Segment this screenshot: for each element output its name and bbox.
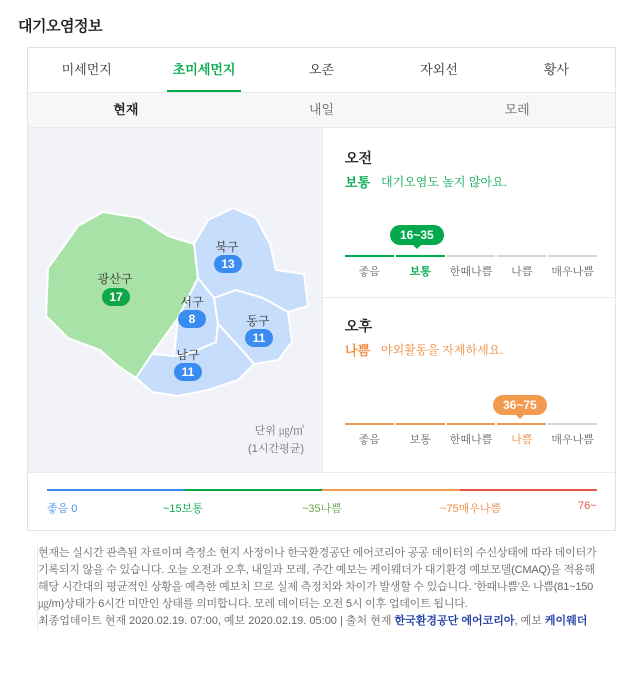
tab-tomorrow[interactable]: 내일 (308, 102, 335, 117)
district-value-seo[interactable]: 8 (178, 310, 206, 328)
forecast-am-grade: 보통 (345, 175, 371, 190)
tab-uv[interactable]: 자외선 (420, 62, 458, 77)
tab-pm10[interactable]: 미세먼지 (61, 62, 112, 77)
notes-body: 현재는 실시간 관측된 자료이며 측정소 현지 사정이나 한국환경공단 에어코리아 공공 데이터의 수신상태에 따라 데이터가 기록되지 않을 수 있습니다. 오늘 오전과 오후, 내일과 모레, 주간 예보는 케이웨더가 대기환경 예보모델(CMAQ)을 적용해 해당 시간대의 평균적인 상황을 예측한 예보치 므로 실제 측정치와 차이가 발생할 수 있습니다. '한때나쁨'은 나쁨(81~150㎍/m)상태가 6시간 미만인 상태를 의미합니다. 모레 데이터는 오전 5시 이후 업데이트 됩니다. (38, 547, 597, 610)
forecast-pm (323, 298, 616, 472)
legend-color-bar (47, 489, 597, 491)
district-map (28, 128, 322, 472)
grade-legend (28, 472, 615, 530)
forecast-am-message: 대기오염도 높지 않아요. (381, 175, 507, 189)
legend-seg-good (47, 489, 185, 491)
day-tabs (28, 92, 615, 128)
update-line (38, 613, 597, 630)
legend-label-max: 76~ (578, 500, 597, 512)
source-link-airkorea[interactable]: 한국환경공단 에어코리아 (394, 615, 515, 627)
forecast-pm-period: 오후 (345, 318, 373, 334)
scale-label-bad: 나쁨 (511, 434, 533, 446)
district-value-nam[interactable]: 11 (174, 363, 202, 381)
legend-label-bad: ~35나쁨 (302, 503, 342, 515)
scale-cell-selected (396, 255, 445, 295)
air-quality-card (27, 47, 616, 531)
unit-label: 단위 ㎍/㎥ (254, 425, 304, 437)
scale-label-very-bad: 매우나쁨 (551, 434, 594, 446)
scale-label-good: 좋음 (358, 266, 381, 278)
scale-cell (447, 255, 496, 295)
unit-average: (1시간평균) (248, 443, 304, 455)
scale-cell (447, 423, 496, 463)
scale-label-sometimes-bad: 한때나쁨 (449, 434, 493, 446)
scale-cell (497, 255, 546, 295)
scale-label-bad: 나쁨 (511, 266, 533, 278)
scale-label-normal: 보통 (409, 266, 431, 278)
tab-day-after-tomorrow[interactable]: 모레 (504, 102, 530, 117)
scale-cell-selected (497, 423, 546, 463)
tab-yellow-dust[interactable]: 황사 (543, 62, 569, 77)
legend-seg-bad (322, 489, 460, 491)
forecast-pm-grade: 나쁨 (345, 343, 371, 358)
unit-note (248, 422, 304, 458)
update-info: 최종업데이트 현재 2020.02.19. 07:00, 예보 2020.02.19. 05:00 | 출처 현재 (38, 615, 395, 627)
scale-cell (548, 423, 597, 463)
forecast-am-range-bubble: 16~35 (390, 225, 444, 245)
district-name-buk: 북구 (215, 240, 239, 254)
tab-today[interactable]: 현재 (113, 102, 139, 117)
scale-cell (396, 423, 445, 463)
pollutant-tabs (28, 48, 615, 92)
legend-label-good: 좋음 0 (47, 503, 78, 515)
forecast-pm-range-bubble: 36~75 (493, 395, 547, 415)
district-value-gwangsan[interactable]: 17 (102, 288, 130, 306)
scale-label-normal: 보통 (409, 434, 431, 446)
tab-ozone[interactable]: 오존 (308, 62, 335, 77)
district-name-nam: 남구 (176, 348, 200, 362)
scale-cell (548, 255, 597, 295)
forecast-am-period: 오전 (345, 150, 373, 166)
district-value-dong[interactable]: 11 (245, 329, 273, 347)
scale-label-very-bad: 매우나쁨 (551, 266, 594, 278)
scale-label-good: 좋음 (358, 434, 381, 446)
district-value-buk[interactable]: 13 (214, 255, 242, 273)
legend-label-normal: ~15보통 (163, 503, 203, 515)
legend-label-very-bad: ~75매우나쁨 (440, 503, 502, 515)
forecast-am (323, 128, 616, 298)
scale-cell (345, 255, 394, 295)
forecast-pm-scale (345, 423, 597, 463)
page-title: 대기오염정보 (18, 18, 102, 35)
tab-pm25[interactable]: 초미세먼지 (145, 48, 262, 92)
info-notes (37, 545, 597, 630)
source-link-kweather[interactable]: 케이웨더 (544, 615, 588, 627)
legend-seg-very-bad (460, 489, 598, 491)
district-name-gwangsan: 광산구 (97, 272, 133, 286)
district-name-dong: 동구 (246, 314, 270, 328)
forecast-panel (322, 128, 615, 472)
source-separator: , 예보 (514, 615, 545, 627)
scale-label-sometimes-bad: 한때나쁨 (449, 266, 493, 278)
forecast-pm-message: 야외활동을 자제하세요. (381, 343, 504, 357)
forecast-am-scale (345, 255, 597, 295)
district-name-seo: 서구 (180, 295, 204, 309)
legend-seg-normal (185, 489, 323, 491)
scale-cell (345, 423, 394, 463)
